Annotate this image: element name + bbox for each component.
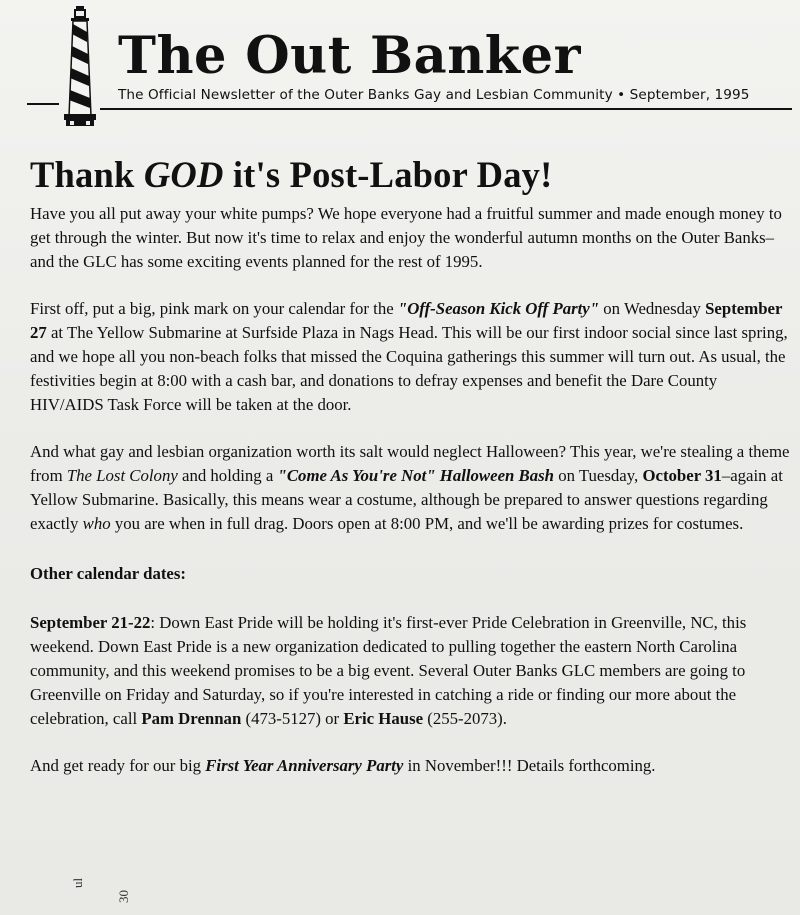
event-name: First Year Anniversary Party xyxy=(205,756,404,776)
margin-note: 30 xyxy=(116,890,131,903)
event-date: October 31 xyxy=(642,466,722,486)
newsletter-title: The Out Banker xyxy=(118,26,581,86)
paragraph-anniversary: And get ready for our big First Year Anniversary Party in November!!! Details forthcoming. xyxy=(30,756,656,776)
paragraph-halloween: And what gay and lesbian organization worth its salt would neglect Halloween? This year, we're stealing a theme from The Lost Colony and holding a "Come As You're Not" Halloween Bash on Tuesday, October 31–again at Yellow Submarine. Basically, this means wear a costume, although be prepared to answer questions regarding exactly who you are when in full drag. Doors open at 8:00 PM, and we'll be awarding prizes for costumes. xyxy=(30,442,790,533)
newsletter-subtitle: The Official Newsletter of the Outer Banks Gay and Lesbian Community • September, 1995 xyxy=(118,87,750,103)
margin-note: ul xyxy=(70,877,85,888)
contact-name: Pam Drennan xyxy=(141,708,242,728)
event-name: "Come As You're Not" Halloween Bash xyxy=(277,466,554,486)
contact-name: Eric Hause xyxy=(343,708,424,728)
event-name: "Off-Season Kick Off Party" xyxy=(397,299,600,319)
lighthouse-logo-icon xyxy=(60,4,100,128)
event-date: September 27 xyxy=(30,299,783,343)
paragraph-intro: Have you all put away your white pumps? We hope everyone had a fruitful summer and made enough money to get through the winter. But now it's time to relax and enjoy the wonderful autumn months on the Outer Banks–and the GLC has some exciting events planned for the rest of 1995. xyxy=(30,204,782,271)
masthead-rule xyxy=(100,108,792,110)
section-subhead: Other calendar dates: xyxy=(30,563,186,583)
paragraph-kickoff-party: First off, put a big, pink mark on your calendar for the "Off-Season Kick Off Party" on Wednesday September 27 at The Yellow Submarine at Surfside Plaza in Nags Head. This will be our first indoor social since last spring, and we hope all you non-beach folks that missed the Coquina gatherings this summer will turn out. As usual, the festivities begin at 8:00 with a cash bar, and donations to defray expenses and benefit the Dare County HIV/AIDS Task Force will be taken at the door. xyxy=(30,299,788,414)
headline: Thank GOD it's Post-Labor Day! xyxy=(30,154,553,195)
event-date: September 21-22 xyxy=(30,613,151,633)
article-body xyxy=(30,150,790,778)
paragraph-down-east-pride: September 21-22: Down East Pride will be holding it's first-ever Pride Celebration in Greenville, NC, this weekend. Down East Pride is a new organization dedicated to pulling together the eastern North Carolina community, and this weekend promises to be a big event. Several Outer Banks GLC members are going to Greenville on Friday and Saturday, so if you're interested in catching a ride or finding our more about the celebration, call Pam Drennan (473-5127) or Eric Hause (255-2073). xyxy=(30,613,747,728)
play-title: The Lost Colony xyxy=(66,466,178,486)
masthead-rule-left xyxy=(27,103,59,105)
